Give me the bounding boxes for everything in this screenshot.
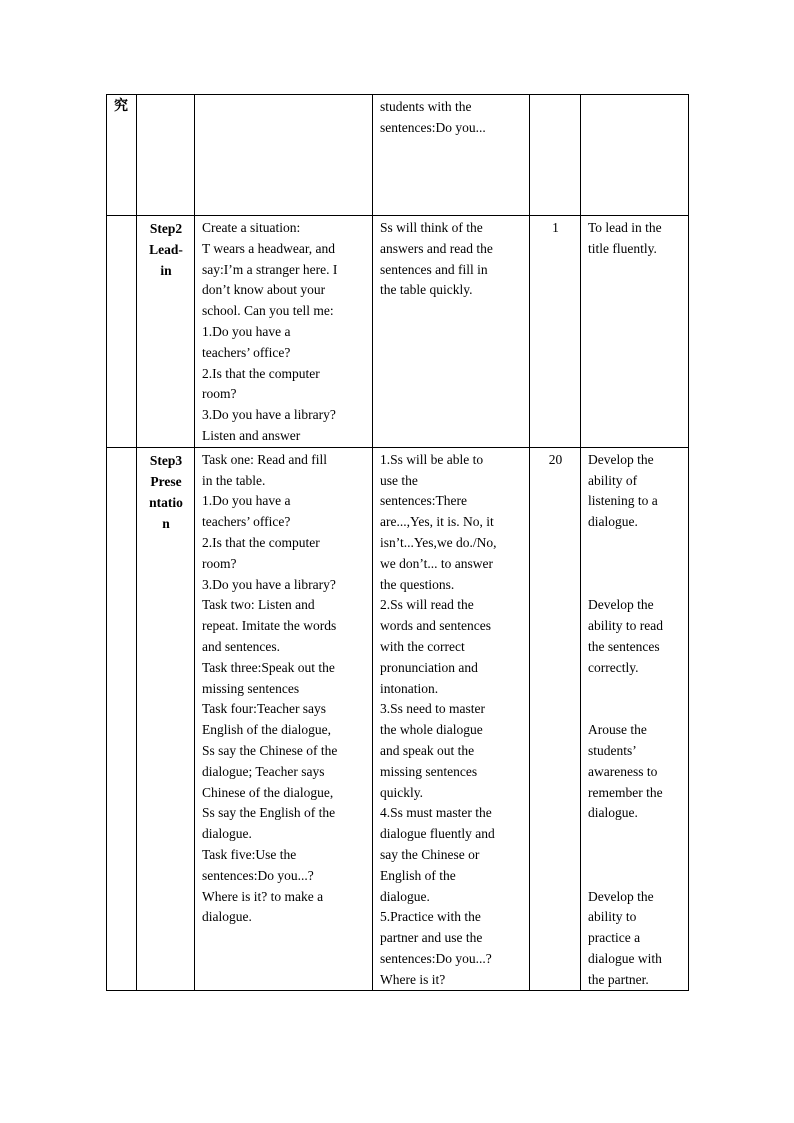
student-activity-lines	[380, 97, 523, 139]
text-line: dialogue.	[380, 888, 430, 904]
text-line: with the correct	[380, 638, 465, 654]
text-line: pronunciation and	[380, 659, 478, 675]
text-line: don’t know about your	[202, 282, 326, 298]
text-line: Arouse the	[588, 722, 647, 738]
text-line: Ss say the English of the	[202, 805, 336, 821]
text-line: Develop the	[588, 597, 654, 613]
text-line: repeat. Imitate the words	[202, 618, 337, 634]
text-line: ability of	[588, 472, 638, 488]
student-activity-cell-continuation	[373, 95, 530, 216]
text-line: Listen and answer	[202, 427, 301, 443]
text-line: title fluently.	[588, 240, 657, 256]
text-line: the questions.	[380, 576, 455, 592]
step-cell-continuation	[137, 95, 195, 216]
text-line: awareness to	[588, 763, 658, 779]
text-line: English of the dialogue,	[202, 722, 331, 738]
text-line: Ss will think of the	[380, 220, 483, 235]
text-line: dialogue fluently and	[380, 826, 495, 842]
line-gap	[588, 845, 682, 866]
stage-cell-step3	[107, 447, 137, 991]
text-line: Task four:Teacher says	[202, 701, 327, 717]
text-line: ability to read	[588, 618, 663, 634]
purpose-step3	[588, 450, 682, 991]
stage-cell-merged	[107, 216, 137, 448]
student-activity-cell-step3	[373, 447, 530, 991]
step-label-cell-step2	[137, 216, 195, 448]
teacher-activity-step3	[202, 450, 366, 928]
text-line: dialogue; Teacher says	[202, 763, 325, 779]
text-line: 1.Do you have a	[202, 493, 291, 509]
table-row-continuation	[107, 95, 689, 216]
stage-label-text: 究	[114, 99, 128, 114]
text-line: words and sentences	[380, 618, 491, 634]
step-label-step2	[144, 218, 188, 281]
text-line: 2.Ss will read the	[380, 597, 474, 613]
text-line: sentences:Do you...?	[380, 950, 492, 966]
teacher-activity-cell-continuation	[195, 95, 373, 216]
text-line: ntatio	[149, 494, 183, 510]
text-line: 5.Practice with the	[380, 909, 481, 925]
text-line: 3.Do you have a library?	[202, 576, 336, 592]
text-line: missing sentences	[380, 763, 478, 779]
text-line: Step2	[149, 221, 183, 236]
text-line: dialogue.	[588, 514, 638, 530]
text-line: 3.Do you have a library?	[202, 407, 336, 423]
line-gap	[588, 699, 682, 720]
text-line: 1.Ss will be able to	[380, 451, 484, 467]
student-activity-step3	[380, 450, 523, 991]
text-line: say:I’m a stranger here. I	[202, 261, 338, 277]
stage-label-cell	[107, 95, 137, 216]
text-line: Prese	[150, 473, 182, 489]
text-line: partner and use the	[380, 930, 483, 946]
text-line: the whole dialogue	[380, 722, 483, 738]
text-line: room?	[202, 555, 237, 571]
text-line: listening to a	[588, 493, 658, 509]
text-line: use the	[380, 472, 418, 488]
text-line: we don’t... to answer	[380, 555, 493, 571]
text-line: dialogue.	[588, 805, 638, 821]
table-row-step2	[107, 216, 689, 448]
teacher-activity-cell-step2	[195, 216, 373, 448]
text-line: the sentences	[588, 638, 660, 654]
text-line: 1.Do you have a	[202, 323, 291, 339]
text-line: isn’t...Yes,we do./No,	[380, 534, 497, 550]
text-line: Lead-	[149, 242, 183, 257]
text-line: dialogue.	[202, 826, 252, 842]
text-line: 2.Is that the computer	[202, 365, 320, 381]
text-line: quickly.	[380, 784, 423, 800]
purpose-step2	[588, 218, 682, 260]
text-line: answers and read the	[380, 240, 493, 256]
text-line: To lead in the	[588, 220, 662, 235]
line-gap	[588, 824, 682, 845]
minutes-value-step3: 20	[548, 451, 563, 467]
lesson-plan-table	[106, 94, 689, 991]
text-line: intonation.	[380, 680, 439, 696]
text-line: missing sentences	[202, 680, 300, 696]
minutes-cell-continuation	[530, 95, 581, 216]
line-gap	[588, 679, 682, 700]
student-activity-cell-step2	[373, 216, 530, 448]
text-line: remember the	[588, 784, 663, 800]
purpose-cell-continuation	[581, 95, 689, 216]
purpose-cell-step2	[581, 216, 689, 448]
teacher-activity-step2	[202, 218, 366, 447]
text-line: are...,Yes, it is. No, it	[380, 514, 494, 530]
text-line: sentences:Do you...	[380, 119, 486, 135]
text-line: Develop the	[588, 451, 654, 467]
text-line: students with the	[380, 99, 472, 114]
text-line: in the table.	[202, 472, 266, 488]
text-line: room?	[202, 386, 237, 402]
text-line: say the Chinese or	[380, 846, 480, 862]
table-row-step3	[107, 447, 689, 991]
text-line: Where is it? to make a	[202, 888, 324, 904]
step-label-step3	[144, 450, 188, 534]
text-line: ability to	[588, 909, 637, 925]
text-line: n	[162, 515, 170, 531]
text-line: sentences and fill in	[380, 261, 488, 277]
minutes-value-step2: 1	[552, 220, 559, 235]
step-label-cell-step3	[137, 447, 195, 991]
text-line: sentences:There	[380, 493, 467, 509]
minutes-cell-step3	[530, 447, 581, 991]
text-line: Step3	[149, 452, 183, 468]
text-line: and speak out the	[380, 742, 475, 758]
text-line: Where is it?	[380, 971, 446, 987]
text-line: school. Can you tell me:	[202, 303, 334, 319]
text-line: practice a	[588, 930, 641, 946]
text-line: dialogue with	[588, 950, 662, 966]
text-line: 4.Ss must master the	[380, 805, 492, 821]
text-line: teachers’ office?	[202, 344, 291, 360]
teacher-activity-cell-step3	[195, 447, 373, 991]
text-line: students’	[588, 742, 637, 758]
text-line: Task one: Read and fill	[202, 451, 328, 467]
line-gap	[588, 533, 682, 554]
minutes-cell-step2	[530, 216, 581, 448]
line-gap	[588, 575, 682, 596]
text-line: the table quickly.	[380, 282, 473, 298]
text-line: Task five:Use the	[202, 846, 297, 862]
line-gap	[588, 554, 682, 575]
text-line: Chinese of the dialogue,	[202, 784, 334, 800]
text-line: Ss say the Chinese of the	[202, 742, 338, 758]
text-line: Task three:Speak out the	[202, 659, 335, 675]
text-line: 2.Is that the computer	[202, 534, 320, 550]
text-line: sentences:Do you...?	[202, 867, 314, 883]
text-line: and sentences.	[202, 638, 280, 654]
purpose-cell-step3	[581, 447, 689, 991]
text-line: Create a situation:	[202, 220, 301, 235]
text-line: T wears a headwear, and	[202, 240, 336, 256]
line-gap	[588, 866, 682, 887]
text-line: correctly.	[588, 659, 639, 675]
text-line: the partner.	[588, 971, 649, 987]
text-line: 3.Ss need to master	[380, 701, 485, 717]
text-line: in	[160, 263, 172, 278]
text-line: Develop the	[588, 888, 654, 904]
text-line: English of the	[380, 867, 456, 883]
student-activity-step2	[380, 218, 523, 301]
text-line: Task two: Listen and	[202, 597, 315, 613]
text-line: teachers’ office?	[202, 514, 291, 530]
text-line: dialogue.	[202, 909, 252, 925]
